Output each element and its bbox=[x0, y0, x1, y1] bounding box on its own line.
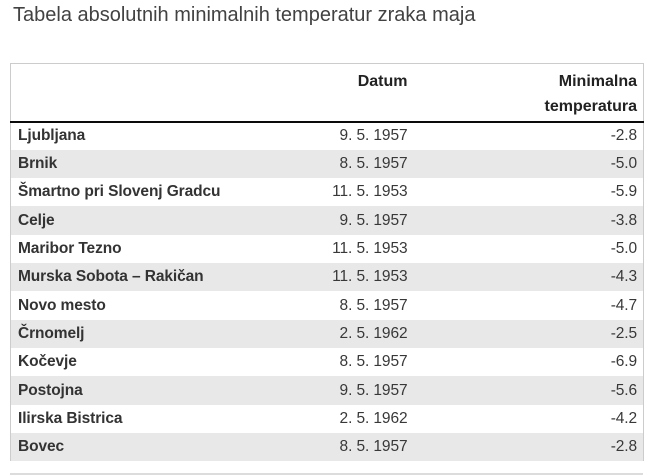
min-temperature-value: -4.3 bbox=[413, 263, 644, 291]
min-temperature-value: -5.0 bbox=[610, 239, 637, 257]
station-name: Bovec bbox=[11, 433, 301, 461]
table-row bbox=[11, 150, 644, 178]
min-temperature-value: -5.0 bbox=[413, 150, 644, 178]
record-date: 8. 5. 1957 bbox=[339, 353, 408, 371]
table-header-row bbox=[11, 64, 644, 122]
page-title: Tabela absolutnih minimalnih temperatur zraka maja bbox=[13, 4, 476, 26]
min-temperature-value: -5.9 bbox=[610, 183, 637, 201]
record-date: 2. 5. 1962 bbox=[339, 409, 408, 427]
table-row bbox=[11, 291, 644, 319]
record-date: 11. 5. 1953 bbox=[332, 183, 408, 201]
record-date: 2. 5. 1962 bbox=[301, 320, 413, 348]
station-name: Postojna bbox=[11, 376, 301, 404]
station-name: Murska Sobota – Rakičan bbox=[11, 263, 301, 291]
station-name: Ljubljana bbox=[18, 127, 86, 145]
station-name: Črnomelj bbox=[11, 320, 301, 348]
record-date: 8. 5. 1957 bbox=[339, 296, 408, 314]
min-temperature-value: -5.6 bbox=[413, 376, 644, 404]
table-row bbox=[11, 263, 644, 291]
table-row bbox=[11, 320, 644, 348]
table-row bbox=[11, 122, 644, 150]
table-row bbox=[11, 206, 644, 234]
table-row bbox=[11, 433, 644, 461]
min-temperature-value: -6.9 bbox=[610, 353, 637, 371]
temperature-column-header-label: Minimalna temperatura bbox=[544, 73, 637, 115]
table-row bbox=[11, 405, 644, 433]
date-column-header: Datum bbox=[301, 64, 413, 122]
record-date: 9. 5. 1957 bbox=[339, 127, 408, 145]
record-date: 8. 5. 1957 bbox=[301, 150, 413, 178]
min-temperature-value: -3.8 bbox=[413, 206, 644, 234]
record-date: 11. 5. 1953 bbox=[332, 239, 408, 257]
station-name: Maribor Tezno bbox=[18, 239, 122, 257]
record-date: 11. 5. 1953 bbox=[301, 263, 413, 291]
record-date: 8. 5. 1957 bbox=[301, 433, 413, 461]
station-name: Celje bbox=[11, 206, 301, 234]
table-row bbox=[11, 348, 644, 376]
station-name: Kočevje bbox=[18, 353, 77, 371]
min-temperature-table bbox=[10, 63, 644, 461]
station-name: Novo mesto bbox=[18, 296, 106, 314]
table-row bbox=[11, 178, 644, 206]
min-temperature-value: -2.5 bbox=[413, 320, 644, 348]
record-date: 9. 5. 1957 bbox=[301, 376, 413, 404]
table-row bbox=[11, 235, 644, 263]
record-date: 9. 5. 1957 bbox=[301, 206, 413, 234]
min-temperature-value: -4.2 bbox=[610, 409, 637, 427]
temperature-column-header bbox=[413, 64, 644, 122]
min-temperature-value: -2.8 bbox=[610, 127, 637, 145]
station-column-header bbox=[11, 64, 301, 122]
station-name: Ilirska Bistrica bbox=[18, 409, 123, 427]
table-row bbox=[11, 376, 644, 404]
min-temperature-value: -2.8 bbox=[413, 433, 644, 461]
station-name: Šmartno pri Slovenj Gradcu bbox=[18, 183, 221, 201]
station-name: Brnik bbox=[11, 150, 301, 178]
min-temperature-value: -4.7 bbox=[610, 296, 637, 314]
